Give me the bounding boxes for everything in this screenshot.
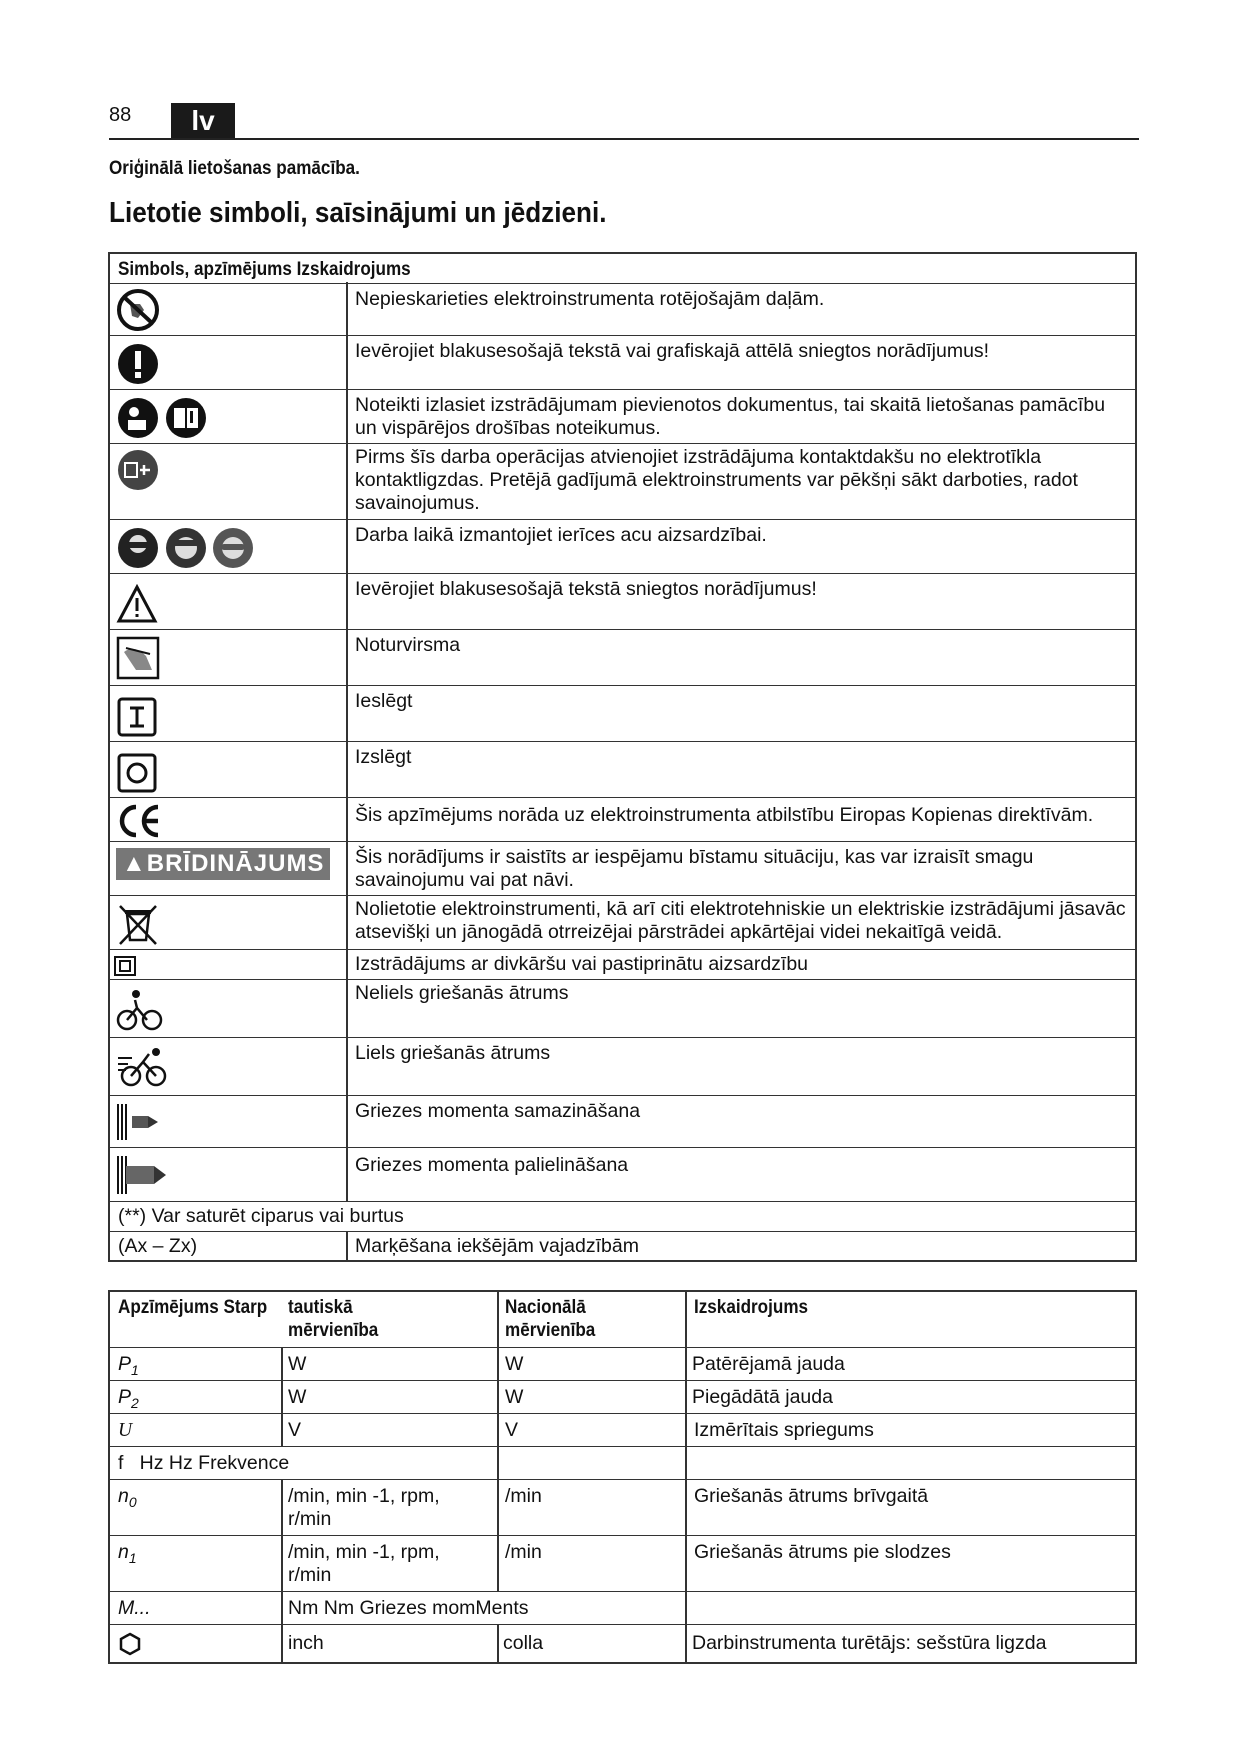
torque-decrease-icon (116, 1102, 164, 1142)
high-speed-icon (116, 1044, 172, 1090)
header-symbol: Apzīmējums Starp (118, 1297, 268, 1318)
unit-symbol: $P_2$ (118, 1386, 139, 1411)
row-text: Ievērojiet blakusesošajā tekstā sniegtos norādījumus! (355, 578, 817, 600)
table-row (110, 336, 1135, 390)
row-text: Liels griešanās ātrums (355, 1042, 551, 1064)
unit-symbol: $P_1$ (118, 1353, 139, 1378)
table-row (110, 1202, 1135, 1232)
header-explanation: Izskaidrojums (694, 1297, 809, 1318)
unit-intl: W (288, 1386, 307, 1408)
unit-merged-text: f Hz Hz Frekvence (118, 1452, 290, 1474)
power-on-icon (116, 696, 158, 738)
row-text: Pirms šīs darba operācijas atvienojiet izstrādājuma kontaktdakšu no elektrotīkla kontaktligzdas. Pretējā gadījumā elektroinstruments var pēkšņi sākt darboties, radot savainojumus. (355, 446, 1078, 514)
unit-national: /min (505, 1485, 542, 1507)
row-text: Nepieskarieties elektroinstrumenta rotējošajām daļām. (355, 288, 825, 310)
symbols-header: Simbols, apzīmējums Izskaidrojums (118, 259, 411, 280)
row-text: Izstrādājums ar divkāršu vai pastiprinātu aizsardzību (355, 953, 809, 975)
row-text: Griezes momenta palielināšana (355, 1154, 629, 1176)
table-row (110, 1536, 1135, 1592)
table-row (110, 520, 1135, 574)
unit-national: V (505, 1419, 519, 1441)
page-number: 88 (109, 104, 132, 126)
row-text: Griezes momenta samazināšana (355, 1100, 641, 1122)
table-row (110, 390, 1135, 444)
unit-intl: /min, min -1, rpm, r/min (288, 1485, 440, 1530)
table-row (110, 1096, 1135, 1148)
table-row (110, 1148, 1135, 1202)
table-row (110, 574, 1135, 630)
header-national-2: mērvienība (505, 1320, 596, 1341)
warning-triangle-icon (116, 584, 158, 624)
footnote-text: (**) Var saturēt ciparus vai burtus (118, 1205, 404, 1227)
footnote-code: (Ax – Zx) (118, 1235, 198, 1257)
row-text: Neliels griešanās ātrums (355, 982, 569, 1004)
attention-icon (116, 342, 160, 386)
table-row (110, 1348, 1135, 1381)
table-row (110, 798, 1135, 842)
table-row (110, 1625, 1135, 1663)
unit-intl: /min, min -1, rpm, r/min (288, 1541, 440, 1586)
table-row (110, 1592, 1135, 1625)
table-row (110, 1414, 1135, 1447)
torque-increase-icon (116, 1154, 168, 1196)
eye-protection-icon (116, 526, 256, 570)
unit-description: Piegādātā jauda (692, 1386, 833, 1408)
row-text: Ievērojiet blakusesošajā tekstā vai grafiskajā attēlā sniegtos norādījumus! (355, 340, 990, 362)
table-row (110, 686, 1135, 742)
weee-bin-icon (116, 902, 160, 946)
unit-symbol: M... (118, 1597, 151, 1619)
unit-merged-text: Nm Nm Griezes momMents (288, 1597, 529, 1619)
table-header-row (110, 1292, 1135, 1348)
table-row (110, 950, 1135, 980)
unit-intl: V (288, 1419, 302, 1441)
unit-description: Patērējamā jauda (692, 1353, 845, 1375)
row-text: Noturvirsma (355, 634, 461, 656)
warning-label (116, 848, 330, 880)
row-text: Izslēgt (355, 746, 412, 768)
no-touch-rotating-icon (116, 288, 160, 332)
unit-symbol: U (118, 1420, 133, 1441)
row-text: Ieslēgt (355, 690, 413, 712)
table-row (110, 1232, 1135, 1262)
unplug-icon (116, 448, 160, 492)
table-row (110, 1381, 1135, 1414)
table-header-row (110, 254, 1135, 284)
read-manual-icon (116, 396, 212, 440)
language-tab: lv (171, 103, 235, 139)
table-row (110, 980, 1135, 1038)
table-row (110, 444, 1135, 520)
unit-description: Darbinstrumenta turētājs: sešstūra ligzda (692, 1632, 1047, 1654)
table-row (110, 1447, 1135, 1480)
unit-symbol: $n_0$ (118, 1485, 137, 1510)
symbols-table (108, 252, 1137, 1262)
double-insulation-icon (114, 956, 136, 976)
row-text: Nolietotie elektroinstrumenti, kā arī citi elektrotehniskie un elektriskie izstrādājumi jāsavāc atsevišķi un jānogādā otrreizējai pārstrādei apkārtējai videi nekaitīgā veidā. (355, 898, 1126, 943)
units-table (108, 1290, 1137, 1664)
row-text: Šis apzīmējums norāda uz elektroinstrumenta atbilstību Eiropas Kopienas direktīvām. (355, 804, 1094, 826)
page-title: Lietotie simboli, saīsinājumi un jēdzieni. (109, 197, 607, 229)
power-off-icon (116, 752, 158, 794)
header-intl: tautiskā (288, 1297, 353, 1318)
header-intl-2: mērvienība (288, 1320, 379, 1341)
table-row (110, 1038, 1135, 1096)
document-subtitle: Oriģinālā lietošanas pamācība. (109, 158, 360, 179)
unit-national: W (505, 1353, 524, 1375)
table-row (110, 284, 1135, 336)
table-row (110, 1480, 1135, 1536)
header-national: Nacionālā (505, 1297, 586, 1318)
table-row (110, 742, 1135, 798)
unit-national: colla (503, 1632, 544, 1654)
table-row (110, 842, 1135, 896)
unit-description: Griešanās ātrums brīvgaitā (694, 1485, 929, 1507)
grip-surface-icon (116, 636, 160, 680)
table-row (110, 896, 1135, 950)
table-row (110, 630, 1135, 686)
unit-intl: inch (288, 1632, 324, 1654)
warning-triangle-icon: ▲ (122, 850, 147, 877)
header-rule (109, 138, 1139, 140)
row-text: Noteikti izlasiet izstrādājumam pievienotos dokumentus, tai skaitā lietošanas pamācību un vispārējos drošības noteikumus. (355, 394, 1106, 439)
low-speed-icon (116, 986, 164, 1032)
unit-national: /min (505, 1541, 542, 1563)
unit-symbol: $n_1$ (118, 1541, 137, 1566)
ce-mark-icon (116, 802, 164, 840)
hex-socket-icon (118, 1632, 142, 1656)
row-text: Darba laikā izmantojiet ierīces acu aizsardzībai. (355, 524, 767, 546)
row-text: Šis norādījums ir saistīts ar iespējamu bīstamu situāciju, kas var izraisīt smagu savainojumu vai pat nāvi. (355, 846, 1034, 891)
unit-description: Izmērītais spriegums (694, 1419, 874, 1441)
unit-intl: W (288, 1353, 307, 1375)
unit-description: Griešanās ātrums pie slodzes (694, 1541, 951, 1563)
warning-label-text: BRĪDINĀJUMS (146, 850, 325, 877)
unit-national: W (505, 1386, 524, 1408)
footnote-text: Marķēšana iekšējām vajadzībām (355, 1235, 639, 1257)
